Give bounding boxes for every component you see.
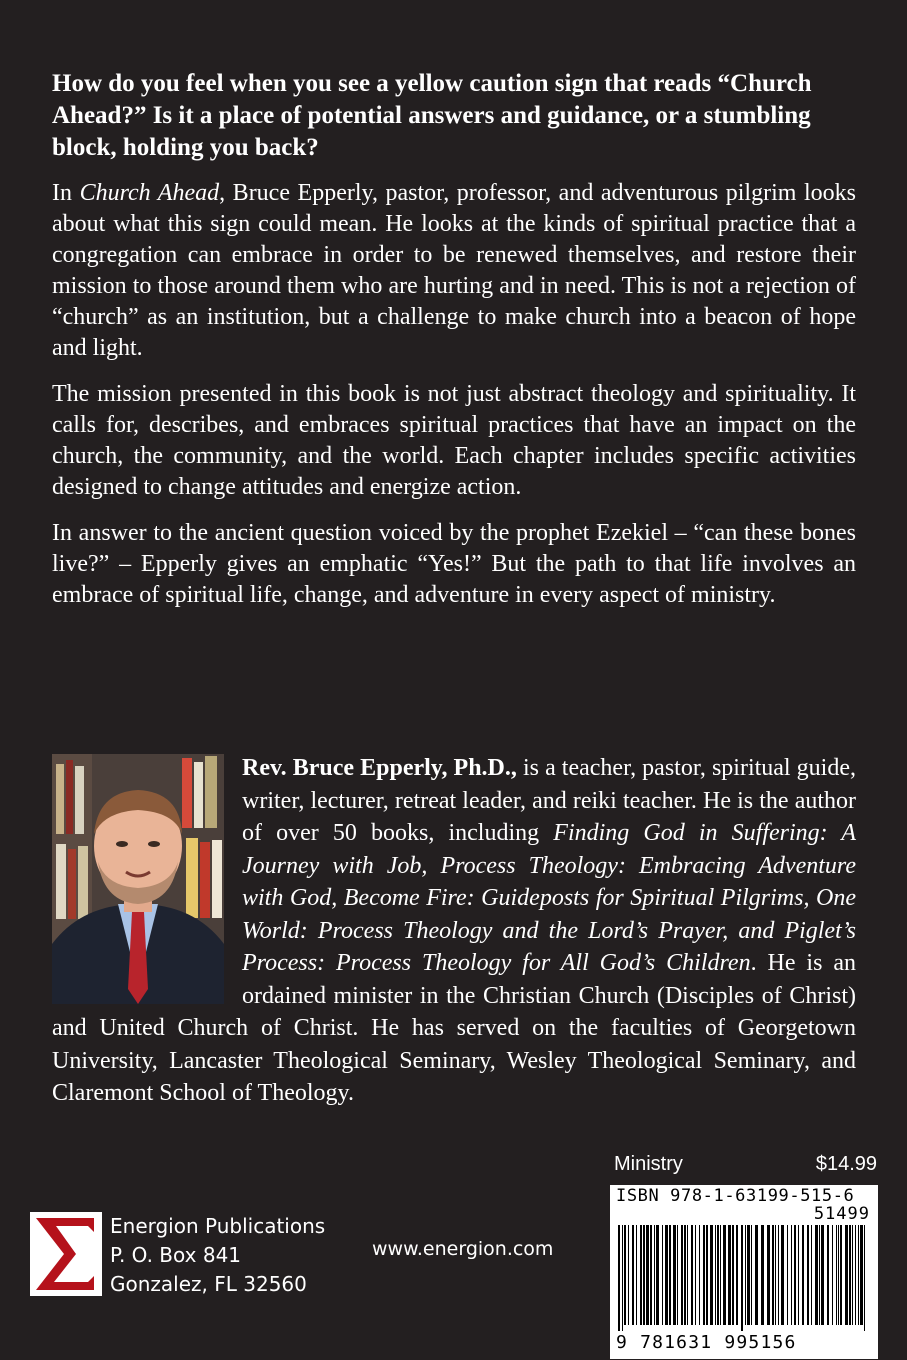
barcode-bar [855,1225,856,1325]
barcode-bar [715,1225,716,1325]
barcode-bar [802,1225,804,1325]
sigma-logo-icon [30,1212,102,1296]
barcode-bar [677,1225,678,1325]
publisher-website: www.energion.com [372,1238,554,1260]
barcode-bar [687,1225,688,1325]
publisher-address-line-2: Gonzalez, FL 32560 [110,1272,307,1296]
blurb-lead: How do you feel when you see a yellow caution sign that reads “Church Ahead?” Is it a place of potential answers and guidance, or a stumbling block, holding you back? [52,70,812,161]
barcode-bar [778,1225,779,1325]
barcode-bar [836,1225,837,1325]
publisher-address [110,1212,370,1299]
author-name: Rev. Bruce Epperly, Ph.D., [242,755,517,781]
barcode-bar [827,1225,829,1325]
barcode-bar [622,1225,623,1331]
barcode-bar [852,1225,853,1325]
barcode-bar [794,1225,796,1325]
barcode-bar [699,1225,700,1325]
barcode-bar [681,1225,683,1325]
barcode-bar [791,1225,792,1325]
barcode-bar [717,1225,719,1325]
barcode-bar [618,1225,620,1331]
barcode-bar [728,1225,731,1325]
barcode-bar [706,1225,708,1325]
barcode-bar [669,1225,671,1325]
barcode-bar [745,1225,746,1325]
barcode-bar [798,1225,799,1325]
barcode-bar [628,1225,629,1325]
barcode-bar [741,1225,743,1331]
back-cover-blurb [52,68,856,626]
author-section [52,752,856,1110]
author-bio: Rev. Bruce Epperly, Ph.D., is a teacher, pastor, spiritual guide, writer, lecturer, retreat leader, and reiki teacher. He is the author of over 50 books, including Finding God in Suffering: A Journey with Job, Process Theology: Embracing Adventure with God, Become Fire: Guideposts for Spiritual Pilgrims, One World: Process Theology and the Lord’s Prayer, and Piglet’s Process: Process Theology for All God’s Children. He is an ordained minister in the Christian Church (Disciples of Christ) and United Church of Christ. He has served on the faculties of Georgetown University, Lancaster Theological Seminary, Wesley Theological Seminary, and Claremont School of Theology. [52,755,857,1106]
barcode-bar [755,1225,758,1325]
barcode-bar [636,1225,637,1325]
ean-digits: 9 781631 995156 [616,1332,797,1353]
barcode-bar [654,1225,655,1325]
barcode-bar [787,1225,788,1325]
barcode-bar [772,1225,774,1325]
barcode-bar [650,1225,652,1325]
barcode-bar [632,1225,634,1325]
book-list-title: Process Theology: Embracing Adventure with God, [242,852,857,911]
book-list-title: Finding God in Suffering: A Journey with Job, [242,820,856,879]
barcode-bar [646,1225,649,1325]
barcode-bar [864,1225,865,1331]
book-title: Church Ahead [79,180,220,206]
barcode-bar [643,1225,645,1325]
barcode-bar [710,1225,713,1325]
barcode-bar [736,1225,738,1325]
book-list-title: and Piglet’s Process: Process Theology for All God’s Children [242,917,856,976]
barcode-bar [720,1225,721,1325]
price-label: $14.99 [815,1153,877,1175]
barcode-bar [781,1225,784,1325]
barcode-bar [819,1225,820,1325]
barcode-bar [807,1225,809,1325]
book-list-title: Become Fire: Guideposts for Spiritual Pilgrims, [343,885,817,911]
barcode-bar [665,1225,668,1325]
barcode-bar [832,1225,833,1325]
barcode-bar [767,1225,770,1325]
barcode-bar [845,1225,848,1325]
isbn-number: ISBN 978-1-63199-515-6 [616,1186,855,1206]
barcode-bars-icon [616,1225,872,1331]
barcode-bar [691,1225,693,1325]
barcode-bar [811,1225,812,1325]
price-addon-digits: 51499 [813,1204,870,1224]
barcode-bar [640,1225,642,1325]
barcode-bar [703,1225,705,1325]
barcode [610,1185,878,1359]
barcode-bar [761,1225,764,1325]
category-label: Ministry [614,1153,683,1175]
barcode-bar [624,1225,626,1325]
barcode-bar [858,1225,859,1325]
publisher-name: Energion Publications [110,1214,326,1238]
barcode-bar [732,1225,734,1325]
book-list-title: One World: Process Theology and the Lord’s Prayer, [242,885,856,944]
author-photo [52,754,224,1004]
barcode-bar [821,1225,824,1325]
barcode-bar [860,1225,863,1325]
barcode-bar [684,1225,686,1325]
barcode-bar [673,1225,676,1325]
barcode-bar [723,1225,726,1325]
barcode-bar [751,1225,752,1325]
barcode-bar [849,1225,851,1325]
category-price-row [614,1153,877,1176]
barcode-bar [695,1225,696,1325]
blurb-paragraph-2: The mission presented in this book is not just abstract theology and spirituality. It calls for, describes, and embraces spiritual practices that have an impact on the church, the community, and the world. Each chapter includes specific activities designed to change attitudes and energize action. [52,381,856,500]
blurb-paragraph-3: In answer to the ancient question voiced by the prophet Ezekiel – “can these bones live?” – Epperly gives an emphatic “Yes!” But the path to that life involves an embrace of spiritual life, change, and adventure in every aspect of ministry. [52,520,856,608]
blurb-paragraph-1: In Church Ahead, Bruce Epperly, pastor, professor, and adventurous pilgrim looks about what this sign could mean. He looks at the kinds of spiritual practice that a congregation can embrace in order to be renewed themselves, and restore their mission to those around them who are hurting and in need. This is not a rejection of “church” as an institution, but a challenge to make church into a beacon of hope and light. [52,180,856,361]
barcode-bar [662,1225,663,1325]
barcode-bar [775,1225,776,1325]
barcode-bar [656,1225,659,1325]
barcode-bar [815,1225,818,1325]
barcode-bar [747,1225,750,1325]
publisher-address-line-1: P. O. Box 841 [110,1243,242,1267]
barcode-bar [840,1225,842,1325]
barcode-bar [838,1225,839,1325]
